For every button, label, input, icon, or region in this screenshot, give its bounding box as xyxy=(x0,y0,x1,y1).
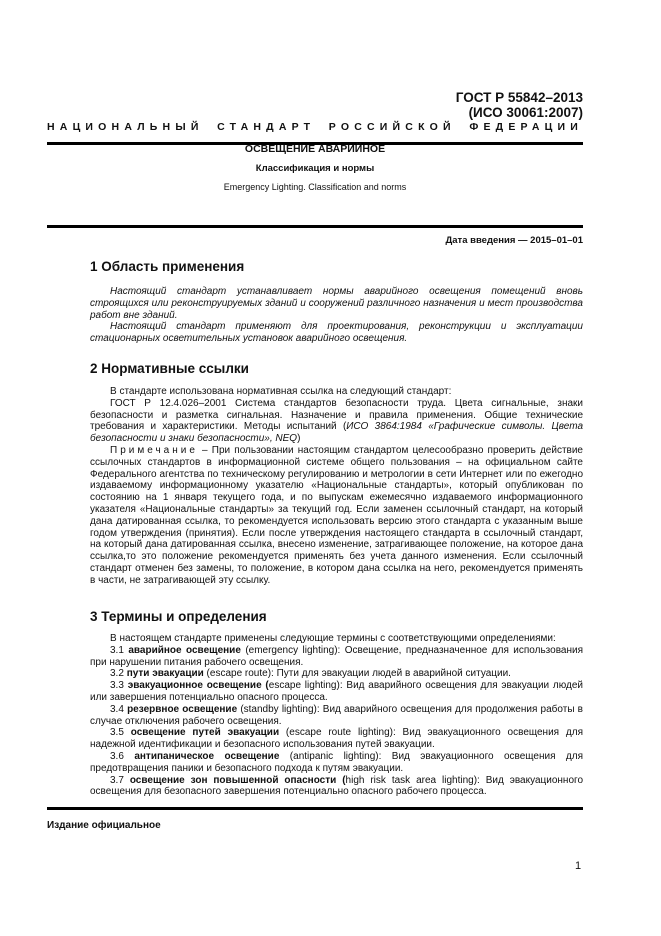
term-number: 3.1 xyxy=(110,644,124,656)
term-definition: escape lighting): Вид аварийного освещения для эвакуации людей или завершения потенциально опасного процесса. xyxy=(90,680,584,703)
iso-code: (ИСО 30061:2007) xyxy=(468,105,583,120)
term-item xyxy=(90,727,583,751)
term-definition: (escape route lighting): Вид эвакуационного освещения для надежной идентификации и безопасного использования путей эвакуации. xyxy=(90,727,583,751)
paragraph: Настоящий стандарт применяют для проектирования, реконструкции и эксплуатации стационарных осветительных установок аварийного освещения. xyxy=(90,321,583,345)
term-definition: (escape route): Пути для эвакуации людей в аварийной ситуации. xyxy=(203,668,511,680)
reference-text: ГОСТ Р 12.4.026–2001 Система стандартов безопасности труда. Цвета сигнальные, знаки безопасности и разметка сигнальная. Назначение и правила применения. Общие технические требования и характеристики. Методы испытаний ( xyxy=(90,397,583,433)
section-1-heading: 1 Область применения xyxy=(90,259,245,274)
term-definition: high risk task area lighting): Вид эвакуационного освещения для безопасного завершения потенциально опасного рабочего процесса. xyxy=(90,774,584,798)
note-label: Примечание xyxy=(110,444,198,456)
term-name: освещение путей эвакуации xyxy=(130,727,280,739)
term-number: 3.5 xyxy=(110,727,124,739)
english-title: Emergency Lighting. Classification and norms xyxy=(223,182,407,192)
term-number: 3.7 xyxy=(110,774,124,786)
banner-word: ФЕДЕРАЦИИ xyxy=(469,121,583,133)
term-definition: (emergency lighting): Освещение, предназначенное для использования при нарушении питания рабочего освещения. xyxy=(90,644,583,668)
section-2-heading: 2 Нормативные ссылки xyxy=(90,361,249,376)
banner-word: СТАНДАРТ xyxy=(217,121,316,133)
reference-iso: ИСО 3864:1984 «Графические символы. Цвета безопасности и знаки безопасности», NEQ xyxy=(90,421,584,445)
term-name: резервное освещение xyxy=(127,703,238,715)
paragraph: Настоящий стандарт устанавливает нормы аварийного освещения помещений вновь строящихся или реконструируемых зданий и сооружений различного назначения и мест производства работ вне зданий. xyxy=(90,286,583,321)
national-standard-banner xyxy=(47,121,583,133)
section-2-body xyxy=(90,386,583,587)
term-definition: (antipanic lighting): Вид эвакуационного освещения для предотвращения паники и безопасного подхода к путям эвакуации. xyxy=(90,750,583,774)
reference-end: ) xyxy=(297,433,301,445)
term-name: пути эвакуации xyxy=(126,668,204,680)
standard-code: ГОСТ Р 55842–2013 xyxy=(455,90,583,105)
term-name: эвакуационное освещение ( xyxy=(127,680,269,692)
term-name: антипаническое освещение xyxy=(134,750,280,762)
bottom-rule xyxy=(47,807,583,810)
term-number: 3.6 xyxy=(110,750,124,762)
term-number: 3.3 xyxy=(110,680,124,692)
paragraph: В настоящем стандарте применены следующие термины с соответствующими определениями: xyxy=(110,633,556,644)
section-3-body xyxy=(90,633,583,798)
paragraph: В стандарте использована нормативная ссылка на следующий стандарт: xyxy=(110,386,452,397)
page-number: 1 xyxy=(575,860,582,872)
reference-paragraph xyxy=(90,398,583,445)
term-number: 3.2 xyxy=(110,668,124,680)
banner-word: РОССИЙСКОЙ xyxy=(328,121,456,133)
term-item xyxy=(90,704,583,728)
note-paragraph xyxy=(90,445,583,587)
term-definition: (standby lighting): Вид аварийного освещения для продолжения работы в случае отключения рабочего освещения. xyxy=(90,703,583,727)
term-item xyxy=(90,751,583,775)
term-number: 3.4 xyxy=(110,703,124,715)
document-title: ОСВЕЩЕНИЕ АВАРИЙНОЕ xyxy=(244,143,386,155)
term-item xyxy=(90,775,583,799)
term-item xyxy=(90,668,583,680)
term-name: аварийное освещение xyxy=(128,644,241,656)
term-item xyxy=(90,680,583,704)
section-1-body xyxy=(90,286,583,345)
title-rule xyxy=(47,225,583,228)
note-text: – При пользовании настоящим стандартом целесообразно проверить действие ссылочных стандартов в информационной системе общего пользования – на официальном сайте Федерального агентства по техническому регулированию и метрологии в сети Интернет или по ежегодно издаваемому информационному указателю «Национальные стандарты», который опубликован по состоянию на 1 января текущего года, и по выпускам ежемесячно издаваемого информационного указателя «Национальные стандарты» за текущий год. Если заменен ссылочный стандарт, на который дана датированная ссылка, то рекомендуется использовать версию этого стандарта с указанным выше годом утверждения (принятия). Если после утверждения настоящего стандарта в ссылочный стандарт, на который дана датированная ссылка, внесено изменение, затрагивающее положение, на которое дана ссылка,то это положение рекомендуется применять без учета данного изменения. Если ссылочный стандарт отменен без замены, то положение, в котором дана ссылка на него, рекомендуется применять в части, не затрагивающей эту ссылку. xyxy=(90,444,583,586)
term-item xyxy=(90,645,583,669)
edition-label: Издание официальное xyxy=(47,820,161,831)
section-3-heading: 3 Термины и определения xyxy=(90,609,267,624)
term-name: освещение зон повышенной опасности ( xyxy=(129,774,346,786)
banner-word: НАЦИОНАЛЬНЫЙ xyxy=(47,121,204,133)
effective-date: Дата введения — 2015–01–01 xyxy=(445,235,583,246)
document-subtitle: Классификация и нормы xyxy=(255,163,375,174)
